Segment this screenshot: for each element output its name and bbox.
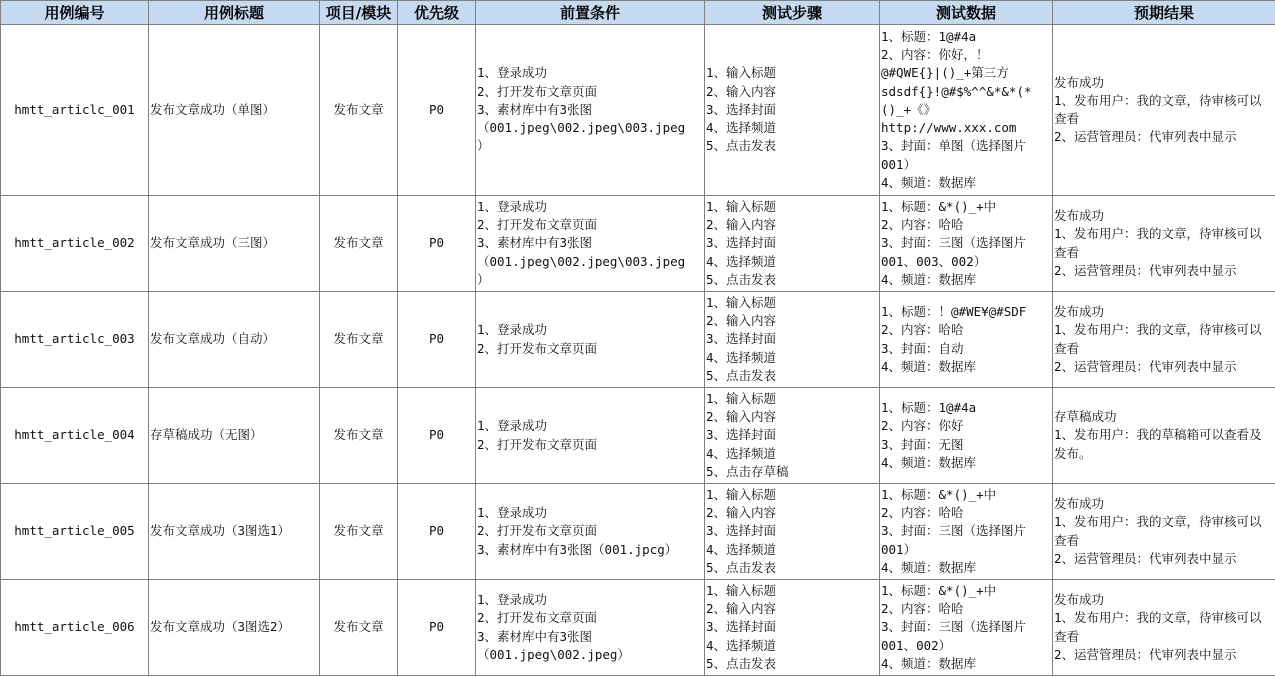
- test-data-line: 001、002）: [881, 637, 1051, 655]
- test-steps-cell[interactable]: [705, 580, 880, 676]
- test-data-cell[interactable]: [880, 25, 1053, 196]
- header-case-title[interactable]: 用例标题: [149, 1, 320, 25]
- expected-result-line: 1、发布用户：我的文章，待审核可以查看: [1054, 92, 1274, 128]
- test-step-line: 3、选择封面: [706, 330, 878, 348]
- precondition-cell[interactable]: [476, 580, 705, 676]
- test-data-line: 001）: [881, 541, 1051, 559]
- priority-cell[interactable]: P0: [398, 388, 476, 484]
- precondition-cell[interactable]: [476, 388, 705, 484]
- test-step-line: 1、输入标题: [706, 294, 878, 312]
- test-step-line: 1、输入标题: [706, 64, 878, 82]
- table-row: [1, 388, 1275, 484]
- expected-result-cell[interactable]: [1053, 25, 1275, 196]
- test-data-line: 2、内容：哈哈: [881, 321, 1051, 339]
- test-steps-cell[interactable]: [705, 25, 880, 196]
- case-id-cell[interactable]: hmtt_article_006: [1, 580, 149, 676]
- test-step-line: 5、点击发表: [706, 367, 878, 385]
- expected-result-line: 2、运营管理员：代审列表中显示: [1054, 646, 1274, 664]
- test-steps-cell[interactable]: [705, 484, 880, 580]
- test-step-line: 2、输入内容: [706, 216, 878, 234]
- module-cell[interactable]: 发布文章: [320, 580, 398, 676]
- test-data-line: 1、标题：1@#4a: [881, 399, 1051, 417]
- test-data-line: http://www.xxx.com: [881, 119, 1051, 137]
- expected-result-cell[interactable]: [1053, 580, 1275, 676]
- expected-result-line: 2、运营管理员：代审列表中显示: [1054, 262, 1274, 280]
- precondition-line: 2、打开发布文章页面: [477, 83, 703, 101]
- test-data-line: 3、封面：无图: [881, 436, 1051, 454]
- expected-result-line: 1、发布用户：我的文章，待审核可以查看: [1054, 513, 1274, 549]
- expected-result-line: 发布成功: [1054, 591, 1274, 609]
- precondition-line: 1、登录成功: [477, 417, 703, 435]
- expected-result-line: 1、发布用户：我的文章，待审核可以查看: [1054, 321, 1274, 357]
- expected-result-line: 2、运营管理员：代审列表中显示: [1054, 550, 1274, 568]
- case-title-cell[interactable]: 发布文章成功（3图选1）: [149, 484, 320, 580]
- expected-result-line: 发布成功: [1054, 495, 1274, 513]
- test-data-line: 3、封面：自动: [881, 340, 1051, 358]
- test-data-line: 4、频道：数据库: [881, 174, 1051, 192]
- test-data-line: 001）: [881, 156, 1051, 174]
- test-step-line: 4、选择频道: [706, 541, 878, 559]
- test-step-line: 5、点击存草稿: [706, 463, 878, 481]
- case-id-cell[interactable]: hmtt_article_004: [1, 388, 149, 484]
- precondition-line: 1、登录成功: [477, 198, 703, 216]
- test-data-line: 2、内容：你好: [881, 417, 1051, 435]
- expected-result-line: 1、发布用户：我的文章，待审核可以查看: [1054, 609, 1274, 645]
- test-step-line: 4、选择频道: [706, 445, 878, 463]
- test-step-line: 2、输入内容: [706, 312, 878, 330]
- case-id-cell[interactable]: hmtt_articlc_003: [1, 292, 149, 388]
- test-step-line: 1、输入标题: [706, 582, 878, 600]
- precondition-line: 3、素材库中有3张图（001.jpcg）: [477, 541, 703, 559]
- precondition-line: 2、打开发布文章页面: [477, 609, 703, 627]
- test-step-line: 5、点击发表: [706, 271, 878, 289]
- test-step-line: 1、输入标题: [706, 198, 878, 216]
- header-module[interactable]: 项目/模块: [320, 1, 398, 25]
- test-step-line: 1、输入标题: [706, 486, 878, 504]
- precondition-line: 3、素材库中有3张图: [477, 234, 703, 252]
- expected-result-cell[interactable]: [1053, 196, 1275, 292]
- expected-result-line: 发布成功: [1054, 303, 1274, 321]
- priority-cell[interactable]: P0: [398, 196, 476, 292]
- test-data-line: @#QWE{}|()_+第三方: [881, 64, 1051, 82]
- precondition-line: （001.jpeg\002.jpeg）: [477, 646, 703, 664]
- test-data-line: 3、封面：三图（选择图片: [881, 522, 1051, 540]
- precondition-line: 2、打开发布文章页面: [477, 216, 703, 234]
- test-data-cell[interactable]: [880, 196, 1053, 292]
- test-step-line: 5、点击发表: [706, 559, 878, 577]
- test-data-cell[interactable]: [880, 388, 1053, 484]
- expected-result-line: 1、发布用户：我的文章，待审核可以查看: [1054, 225, 1274, 261]
- test-data-cell[interactable]: [880, 580, 1053, 676]
- table-row: [1, 25, 1275, 196]
- test-data-line: 2、内容：哈哈: [881, 504, 1051, 522]
- precondition-line: 1、登录成功: [477, 64, 703, 82]
- test-data-line: 4、频道：数据库: [881, 271, 1051, 289]
- module-cell[interactable]: 发布文章: [320, 292, 398, 388]
- test-step-line: 2、输入内容: [706, 408, 878, 426]
- test-data-cell[interactable]: [880, 484, 1053, 580]
- test-data-line: 1、标题：1@#4a: [881, 28, 1051, 46]
- header-expected-result[interactable]: 预期结果: [1053, 1, 1275, 25]
- test-step-line: 4、选择频道: [706, 349, 878, 367]
- test-data-line: 2、内容：你好，！: [881, 46, 1051, 64]
- expected-result-line: 发布成功: [1054, 74, 1274, 92]
- precondition-cell[interactable]: [476, 25, 705, 196]
- precondition-line: 2、打开发布文章页面: [477, 436, 703, 454]
- precondition-line: 2、打开发布文章页面: [477, 522, 703, 540]
- test-data-line: 3、封面：三图（选择图片: [881, 234, 1051, 252]
- test-data-line: 1、标题：！@#WE¥@#SDF: [881, 303, 1051, 321]
- table-row: [1, 196, 1275, 292]
- expected-result-cell[interactable]: [1053, 484, 1275, 580]
- header-test-steps[interactable]: 测试步骤: [705, 1, 880, 25]
- case-title-cell[interactable]: 发布文章成功（单图）: [149, 25, 320, 196]
- test-step-line: 3、选择封面: [706, 234, 878, 252]
- case-id-cell[interactable]: hmtt_article_005: [1, 484, 149, 580]
- precondition-line: 3、素材库中有3张图: [477, 101, 703, 119]
- test-step-line: 5、点击发表: [706, 137, 878, 155]
- test-data-line: 3、封面：单图（选择图片: [881, 137, 1051, 155]
- test-step-line: 4、选择频道: [706, 119, 878, 137]
- test-data-line: 001、003、002）: [881, 253, 1051, 271]
- precondition-cell[interactable]: [476, 292, 705, 388]
- precondition-line: 1、登录成功: [477, 504, 703, 522]
- expected-result-line: 2、运营管理员：代审列表中显示: [1054, 358, 1274, 376]
- test-step-line: 4、选择频道: [706, 637, 878, 655]
- table-row: [1, 580, 1275, 676]
- header-precondition[interactable]: 前置条件: [476, 1, 705, 25]
- test-step-line: 3、选择封面: [706, 426, 878, 444]
- test-data-line: 1、标题：&*()_+中: [881, 486, 1051, 504]
- test-data-line: ()_+《》: [881, 101, 1051, 119]
- expected-result-cell[interactable]: [1053, 388, 1275, 484]
- test-data-line: 4、频道：数据库: [881, 358, 1051, 376]
- test-data-line: 1、标题：&*()_+中: [881, 582, 1051, 600]
- test-data-line: 4、频道：数据库: [881, 655, 1051, 673]
- header-test-data[interactable]: 测试数据: [880, 1, 1053, 25]
- precondition-line: ）: [477, 271, 703, 289]
- expected-result-cell[interactable]: [1053, 292, 1275, 388]
- priority-cell[interactable]: P0: [398, 580, 476, 676]
- test-data-line: 2、内容：哈哈: [881, 600, 1051, 618]
- precondition-cell[interactable]: [476, 196, 705, 292]
- table-row: [1, 292, 1275, 388]
- case-title-cell[interactable]: 发布文章成功（自动）: [149, 292, 320, 388]
- case-title-cell[interactable]: 发布文章成功（三图）: [149, 196, 320, 292]
- test-data-cell[interactable]: [880, 292, 1053, 388]
- module-cell[interactable]: 发布文章: [320, 484, 398, 580]
- precondition-line: ）: [477, 137, 703, 155]
- test-data-line: 4、频道：数据库: [881, 559, 1051, 577]
- expected-result-line: 2、运营管理员：代审列表中显示: [1054, 128, 1274, 146]
- case-id-cell[interactable]: hmtt_article_002: [1, 196, 149, 292]
- test-step-line: 4、选择频道: [706, 253, 878, 271]
- expected-result-line: 发布成功: [1054, 207, 1274, 225]
- test-step-line: 1、输入标题: [706, 390, 878, 408]
- precondition-line: （001.jpeg\002.jpeg\003.jpeg: [477, 119, 703, 137]
- test-data-line: 3、封面：三图（选择图片: [881, 618, 1051, 636]
- module-cell[interactable]: 发布文章: [320, 25, 398, 196]
- expected-result-line: 存草稿成功: [1054, 408, 1274, 426]
- test-data-line: 2、内容：哈哈: [881, 216, 1051, 234]
- priority-cell[interactable]: P0: [398, 25, 476, 196]
- test-step-line: 2、输入内容: [706, 83, 878, 101]
- precondition-line: 1、登录成功: [477, 591, 703, 609]
- test-steps-cell[interactable]: [705, 388, 880, 484]
- table-row: [1, 484, 1275, 580]
- case-id-cell[interactable]: hmtt_articlc_001: [1, 25, 149, 196]
- test-data-line: sdsdf{}!@#$%^^&*&*(*: [881, 83, 1051, 101]
- test-step-line: 3、选择封面: [706, 522, 878, 540]
- precondition-line: 2、打开发布文章页面: [477, 340, 703, 358]
- header-row: [1, 1, 1275, 25]
- test-step-line: 2、输入内容: [706, 504, 878, 522]
- priority-cell[interactable]: P0: [398, 292, 476, 388]
- test-steps-cell[interactable]: [705, 292, 880, 388]
- module-cell[interactable]: 发布文章: [320, 388, 398, 484]
- precondition-cell[interactable]: [476, 484, 705, 580]
- module-cell[interactable]: 发布文章: [320, 196, 398, 292]
- priority-cell[interactable]: P0: [398, 484, 476, 580]
- precondition-line: 1、登录成功: [477, 321, 703, 339]
- test-data-line: 1、标题：&*()_+中: [881, 198, 1051, 216]
- precondition-line: （001.jpeg\002.jpeg\003.jpeg: [477, 253, 703, 271]
- test-step-line: 5、点击发表: [706, 655, 878, 673]
- case-title-cell[interactable]: 发布文章成功（3图选2）: [149, 580, 320, 676]
- case-title-cell[interactable]: 存草稿成功（无图）: [149, 388, 320, 484]
- header-case-id[interactable]: 用例编号: [1, 1, 149, 25]
- test-step-line: 2、输入内容: [706, 600, 878, 618]
- test-step-line: 3、选择封面: [706, 101, 878, 119]
- test-step-line: 3、选择封面: [706, 618, 878, 636]
- header-priority[interactable]: 优先级: [398, 1, 476, 25]
- precondition-line: 3、素材库中有3张图: [477, 628, 703, 646]
- expected-result-line: 1、发布用户：我的草稿箱可以查看及发布。: [1054, 426, 1274, 462]
- test-data-line: 4、频道：数据库: [881, 454, 1051, 472]
- test-steps-cell[interactable]: [705, 196, 880, 292]
